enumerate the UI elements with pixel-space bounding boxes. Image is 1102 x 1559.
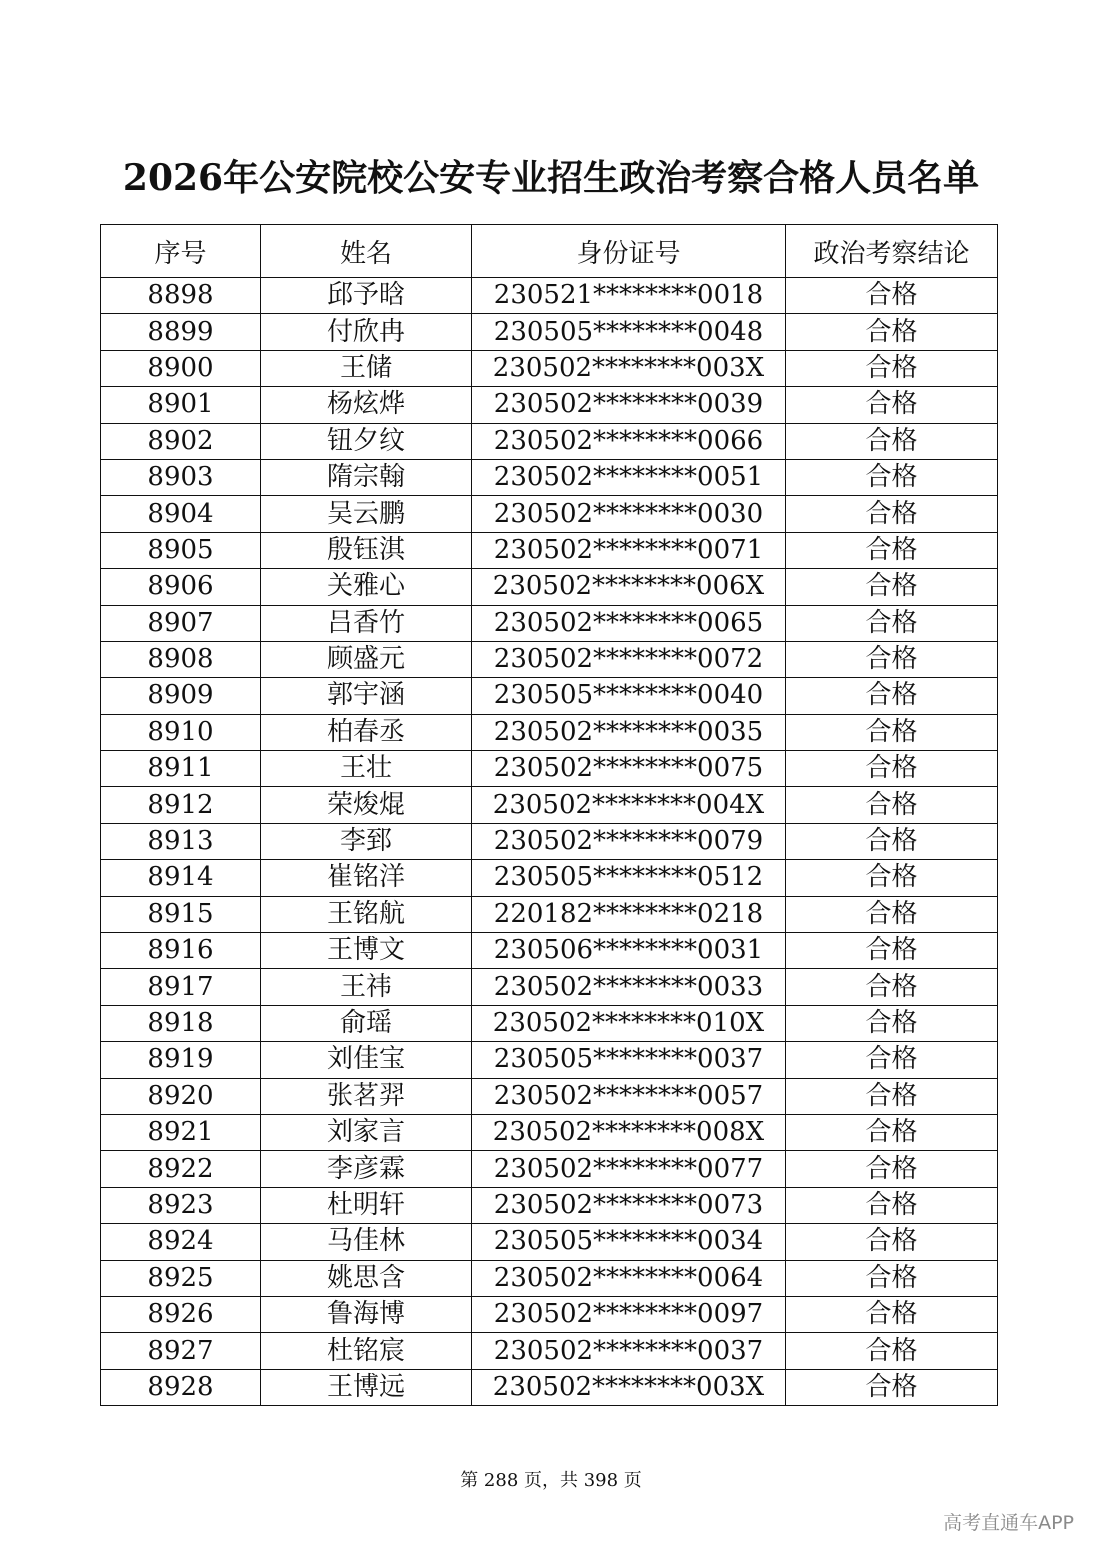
name-cell: 钮夕纹: [261, 423, 472, 459]
name-cell: 刘家言: [261, 1114, 472, 1150]
table-row: [101, 678, 998, 714]
name-cell: 关雅心: [261, 569, 472, 605]
id-number-cell: 230505********0040: [472, 678, 786, 714]
result-cell: 合格: [786, 714, 998, 750]
serial-number-cell: 8920: [101, 1078, 261, 1114]
serial-number-cell: 8914: [101, 860, 261, 896]
name-cell: 马佳林: [261, 1224, 472, 1260]
header-serial-number: 序号: [101, 225, 261, 278]
table-row: [101, 751, 998, 787]
id-number-cell: 230502********0079: [472, 823, 786, 859]
table-row: [101, 1042, 998, 1078]
name-cell: 付欣冉: [261, 314, 472, 350]
table-header-row: [101, 225, 998, 278]
name-cell: 吴云鹏: [261, 496, 472, 532]
id-number-cell: 230506********0031: [472, 933, 786, 969]
id-number-cell: 220182********0218: [472, 896, 786, 932]
table-row: [101, 860, 998, 896]
table-row: [101, 1187, 998, 1223]
name-cell: 姚思含: [261, 1260, 472, 1296]
roster-table: [100, 224, 998, 1406]
name-cell: 李彦霖: [261, 1151, 472, 1187]
serial-number-cell: 8898: [101, 278, 261, 314]
name-cell: 顾盛元: [261, 641, 472, 677]
id-number-cell: 230502********0077: [472, 1151, 786, 1187]
id-number-cell: 230502********008X: [472, 1114, 786, 1150]
table-row: [101, 387, 998, 423]
result-cell: 合格: [786, 751, 998, 787]
id-number-cell: 230502********0035: [472, 714, 786, 750]
name-cell: 李郅: [261, 823, 472, 859]
id-number-cell: 230505********0048: [472, 314, 786, 350]
name-cell: 杜明轩: [261, 1187, 472, 1223]
header-id-number: 身份证号: [472, 225, 786, 278]
id-number-cell: 230502********0073: [472, 1187, 786, 1223]
result-cell: 合格: [786, 678, 998, 714]
id-number-cell: 230502********0097: [472, 1296, 786, 1332]
name-cell: 王铭航: [261, 896, 472, 932]
serial-number-cell: 8907: [101, 605, 261, 641]
result-cell: 合格: [786, 1224, 998, 1260]
serial-number-cell: 8927: [101, 1333, 261, 1369]
serial-number-cell: 8911: [101, 751, 261, 787]
name-cell: 吕香竹: [261, 605, 472, 641]
table-row: [101, 896, 998, 932]
table-row: [101, 933, 998, 969]
document-title: 2026年公安院校公安专业招生政治考察合格人员名单: [122, 157, 980, 199]
id-number-cell: 230502********0030: [472, 496, 786, 532]
result-cell: 合格: [786, 459, 998, 495]
name-cell: 张茗羿: [261, 1078, 472, 1114]
result-cell: 合格: [786, 605, 998, 641]
table-body: [101, 278, 998, 1406]
serial-number-cell: 8917: [101, 969, 261, 1005]
result-cell: 合格: [786, 1369, 998, 1405]
serial-number-cell: 8909: [101, 678, 261, 714]
result-cell: 合格: [786, 350, 998, 386]
result-cell: 合格: [786, 569, 998, 605]
id-number-cell: 230502********004X: [472, 787, 786, 823]
table-row: [101, 823, 998, 859]
serial-number-cell: 8925: [101, 1260, 261, 1296]
name-cell: 鲁海博: [261, 1296, 472, 1332]
id-number-cell: 230505********0034: [472, 1224, 786, 1260]
table-row: [101, 569, 998, 605]
result-cell: 合格: [786, 1187, 998, 1223]
table-row: [101, 278, 998, 314]
result-cell: 合格: [786, 1042, 998, 1078]
serial-number-cell: 8902: [101, 423, 261, 459]
table-row: [101, 605, 998, 641]
id-number-cell: 230502********0037: [472, 1333, 786, 1369]
id-number-cell: 230502********0051: [472, 459, 786, 495]
table-row: [101, 1224, 998, 1260]
result-cell: 合格: [786, 787, 998, 823]
name-cell: 崔铭洋: [261, 860, 472, 896]
name-cell: 王博文: [261, 933, 472, 969]
serial-number-cell: 8918: [101, 1005, 261, 1041]
name-cell: 杜铭宸: [261, 1333, 472, 1369]
header-political-review-result: 政治考察结论: [786, 225, 998, 278]
table-row: [101, 459, 998, 495]
table-row: [101, 1151, 998, 1187]
table-row: [101, 641, 998, 677]
table-row: [101, 423, 998, 459]
serial-number-cell: 8924: [101, 1224, 261, 1260]
serial-number-cell: 8908: [101, 641, 261, 677]
serial-number-cell: 8928: [101, 1369, 261, 1405]
name-cell: 荣焌焜: [261, 787, 472, 823]
result-cell: 合格: [786, 314, 998, 350]
id-number-cell: 230502********0033: [472, 969, 786, 1005]
id-number-cell: 230502********0066: [472, 423, 786, 459]
serial-number-cell: 8913: [101, 823, 261, 859]
id-number-cell: 230502********0039: [472, 387, 786, 423]
name-cell: 郭宇涵: [261, 678, 472, 714]
result-cell: 合格: [786, 1260, 998, 1296]
id-number-cell: 230502********0075: [472, 751, 786, 787]
name-cell: 邱予晗: [261, 278, 472, 314]
result-cell: 合格: [786, 496, 998, 532]
id-number-cell: 230521********0018: [472, 278, 786, 314]
table-row: [101, 1296, 998, 1332]
table-row: [101, 969, 998, 1005]
serial-number-cell: 8905: [101, 532, 261, 568]
serial-number-cell: 8910: [101, 714, 261, 750]
name-cell: 隋宗翰: [261, 459, 472, 495]
serial-number-cell: 8904: [101, 496, 261, 532]
result-cell: 合格: [786, 860, 998, 896]
serial-number-cell: 8903: [101, 459, 261, 495]
table-row: [101, 714, 998, 750]
table-row: [101, 314, 998, 350]
result-cell: 合格: [786, 1114, 998, 1150]
id-number-cell: 230502********0072: [472, 641, 786, 677]
id-number-cell: 230502********0064: [472, 1260, 786, 1296]
id-number-cell: 230502********003X: [472, 1369, 786, 1405]
table-row: [101, 1114, 998, 1150]
table-row: [101, 1260, 998, 1296]
name-cell: 王博远: [261, 1369, 472, 1405]
result-cell: 合格: [786, 532, 998, 568]
name-cell: 王壮: [261, 751, 472, 787]
serial-number-cell: 8915: [101, 896, 261, 932]
serial-number-cell: 8912: [101, 787, 261, 823]
name-cell: 殷钰淇: [261, 532, 472, 568]
table-row: [101, 787, 998, 823]
header-name: 姓名: [261, 225, 472, 278]
result-cell: 合格: [786, 641, 998, 677]
result-cell: 合格: [786, 1078, 998, 1114]
serial-number-cell: 8900: [101, 350, 261, 386]
serial-number-cell: 8899: [101, 314, 261, 350]
id-number-cell: 230505********0512: [472, 860, 786, 896]
name-cell: 杨炫烨: [261, 387, 472, 423]
serial-number-cell: 8906: [101, 569, 261, 605]
id-number-cell: 230502********006X: [472, 569, 786, 605]
table-row: [101, 496, 998, 532]
result-cell: 合格: [786, 1296, 998, 1332]
serial-number-cell: 8926: [101, 1296, 261, 1332]
result-cell: 合格: [786, 933, 998, 969]
serial-number-cell: 8921: [101, 1114, 261, 1150]
page-number: 第 288 页，共 398 页: [460, 1470, 642, 1491]
name-cell: 柏春丞: [261, 714, 472, 750]
result-cell: 合格: [786, 387, 998, 423]
result-cell: 合格: [786, 969, 998, 1005]
result-cell: 合格: [786, 1005, 998, 1041]
result-cell: 合格: [786, 1333, 998, 1369]
name-cell: 刘佳宝: [261, 1042, 472, 1078]
name-cell: 王祎: [261, 969, 472, 1005]
result-cell: 合格: [786, 423, 998, 459]
serial-number-cell: 8919: [101, 1042, 261, 1078]
id-number-cell: 230502********0071: [472, 532, 786, 568]
table-row: [101, 350, 998, 386]
result-cell: 合格: [786, 1151, 998, 1187]
table-row: [101, 1369, 998, 1405]
result-cell: 合格: [786, 896, 998, 932]
id-number-cell: 230502********010X: [472, 1005, 786, 1041]
id-number-cell: 230502********0057: [472, 1078, 786, 1114]
name-cell: 俞瑶: [261, 1005, 472, 1041]
serial-number-cell: 8901: [101, 387, 261, 423]
serial-number-cell: 8916: [101, 933, 261, 969]
result-cell: 合格: [786, 278, 998, 314]
id-number-cell: 230502********0065: [472, 605, 786, 641]
id-number-cell: 230505********0037: [472, 1042, 786, 1078]
name-cell: 王储: [261, 350, 472, 386]
table-row: [101, 1078, 998, 1114]
table-row: [101, 1005, 998, 1041]
watermark-logo-text: 高考直通车APP: [943, 1512, 1074, 1534]
result-cell: 合格: [786, 823, 998, 859]
id-number-cell: 230502********003X: [472, 350, 786, 386]
table-row: [101, 1333, 998, 1369]
serial-number-cell: 8922: [101, 1151, 261, 1187]
table-row: [101, 532, 998, 568]
serial-number-cell: 8923: [101, 1187, 261, 1223]
